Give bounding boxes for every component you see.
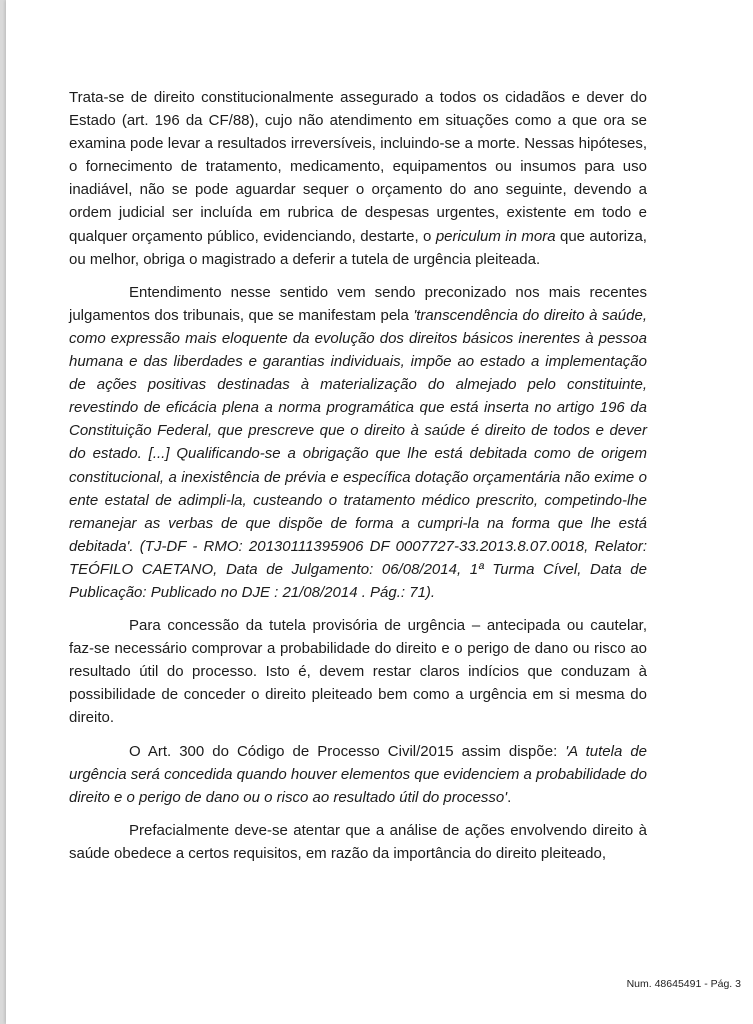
paragraph-4 <box>69 740 647 809</box>
paragraph-1 <box>69 86 647 271</box>
paragraph-4-text-end: . <box>507 788 512 806</box>
paragraph-1-italic: periculum in mora <box>435 227 556 245</box>
paragraph-4-quote: 'A tutela de urgência será concedida quando houver elementos que evidenciem a probabilidade do direito e o perigo de dano ou o risco ao resultado útil do processo' <box>69 742 647 806</box>
paragraph-2-text: Entendimento nesse sentido vem sendo preconizado nos mais recentes julgamentos dos tribunais, que se manifestam pela <box>69 283 647 324</box>
document-body <box>69 86 647 875</box>
paragraph-2 <box>69 281 647 604</box>
paragraph-4-text: O Art. 300 do Código de Processo Civil/2015 assim dispõe: <box>129 742 566 760</box>
paragraph-1-text-end: que autoriza, ou melhor, obriga o magistrado a deferir a tutela de urgência pleiteada. <box>69 227 647 268</box>
document-page <box>6 0 753 1024</box>
paragraph-3 <box>69 614 647 729</box>
paragraph-2-quote: 'transcendência do direito à saúde, como expressão mais eloquente da evolução dos direitos básicos inerentes à pessoa humana e das liberdades e garantias individuais, impõe ao estado a implementação de ações positivas destinadas à materialização do almejado pelo constituinte, revestindo de eficácia plena a norma programática que está inserta no artigo 196 da Constituição Federal, que prescreve que o direito à saúde é direito de todos e dever do estado. [...] Qualificando-se a obrigação que lhe está debitada como de origem constitucional, a inexistência de prévia e específica dotação orçamentária não exime o ente estatal de adimpli-la, custeando o tratamento médico prescrito, competindo-lhe remanejar as verbas de que dispõe de forma a cumpri-la na forma que lhe está debitada'. (TJ-DF - RMO: 20130111395906 DF 0007727-33.2013.8.07.0018, Relator: TEÓFILO CAETANO, Data de Julgamento: 06/08/2014, 1ª Turma Cível, Data de Publicação: Publicado no DJE : 21/08/2014 . Pág.: 71). <box>69 306 647 601</box>
paragraph-5 <box>69 819 647 865</box>
paragraph-3-text: Para concessão da tutela provisória de urgência – antecipada ou cautelar, faz-se necessário comprovar a probabilidade do direito e o perigo de dano ou risco ao resultado útil do processo. Isto é, devem restar claros indícios que conduzam à possibilidade de conceder o direito pleiteado bem como a urgência em si mesma do direito. <box>69 617 647 727</box>
paragraph-5-text: Prefacialmente deve-se atentar que a análise de ações envolvendo direito à saúde obedece a certos requisitos, em razão da importância do direito pleiteado, <box>69 821 647 862</box>
page-footer-reference: Num. 48645491 - Pág. 3 <box>626 978 741 990</box>
paragraph-1-text: Trata-se de direito constitucionalmente assegurado a todos os cidadãos e dever do Estado (art. 196 da CF/88), cujo não atendimento em situações como a que ora se examina pode levar a resultados irreversíveis, incluindo-se a morte. Nessas hipóteses, o fornecimento de tratamento, medicamento, equipamentos ou insumos para uso inadiável, não se pode aguardar sequer o orçamento do ano seguinte, devendo a ordem judicial ser incluída em rubrica de despesas urgentes, existente em todo e qualquer orçamento público, evidenciando, destarte, o <box>69 89 647 245</box>
